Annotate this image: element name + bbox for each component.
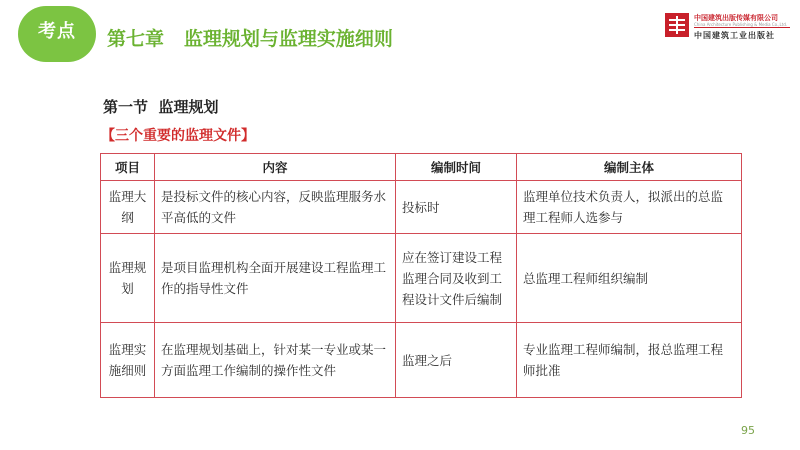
table-row xyxy=(101,181,742,234)
publisher-logo xyxy=(664,10,792,46)
table-header-cell: 项目 xyxy=(101,154,155,181)
table-cell-content: 在监理规划基础上，针对某一专业或某一方面监理工作编制的操作性文件 xyxy=(155,323,396,398)
table-cell-time: 投标时 xyxy=(396,181,517,234)
topic-badge-label: 考点 xyxy=(38,21,76,42)
publisher-name-cn: 中国建筑出版传媒有限公司 xyxy=(694,14,778,22)
table-header-cell: 编制主体 xyxy=(517,154,742,181)
table-cell-subject: 监理单位技术负责人，拟派出的总监理工程师人选参与 xyxy=(517,181,742,234)
table-header-cell: 编制时间 xyxy=(396,154,517,181)
table-cell-item: 监理规划 xyxy=(101,234,155,323)
chapter-title: 第七章 监理规划与监理实施细则 xyxy=(107,28,393,50)
page-number: 95 xyxy=(741,424,755,437)
table-cell-time: 监理之后 xyxy=(396,323,517,398)
table-cell-item: 监理大纲 xyxy=(101,181,155,234)
table-header-cell: 内容 xyxy=(155,154,396,181)
table-cell-subject: 总监理工程师组织编制 xyxy=(517,234,742,323)
table-cell-content: 是投标文件的核心内容，反映监理服务水平高低的文件 xyxy=(155,181,396,234)
table-cell-item: 监理实施细则 xyxy=(101,323,155,398)
subheading: 【三个重要的监理文件】 xyxy=(101,128,255,144)
table-row xyxy=(101,234,742,323)
publisher-logo-icon xyxy=(664,12,690,38)
table-cell-content: 是项目监理机构全面开展建设工程监理工作的指导性文件 xyxy=(155,234,396,323)
publisher-name-cn2: 中国建筑工业出版社 xyxy=(694,31,775,40)
table-cell-time: 应在签订建设工程监理合同及收到工程设计文件后编制 xyxy=(396,234,517,323)
table-row xyxy=(101,323,742,398)
table-cell-subject: 专业监理工程师编制，报总监理工程师批准 xyxy=(517,323,742,398)
section-title: 第一节 监理规划 xyxy=(103,98,219,116)
logo-divider xyxy=(694,27,790,28)
table-header-row xyxy=(101,154,742,181)
documents-table xyxy=(100,153,742,398)
publisher-name-en: China Architecture Publishing & Media Co.,Ltd. xyxy=(694,22,788,27)
